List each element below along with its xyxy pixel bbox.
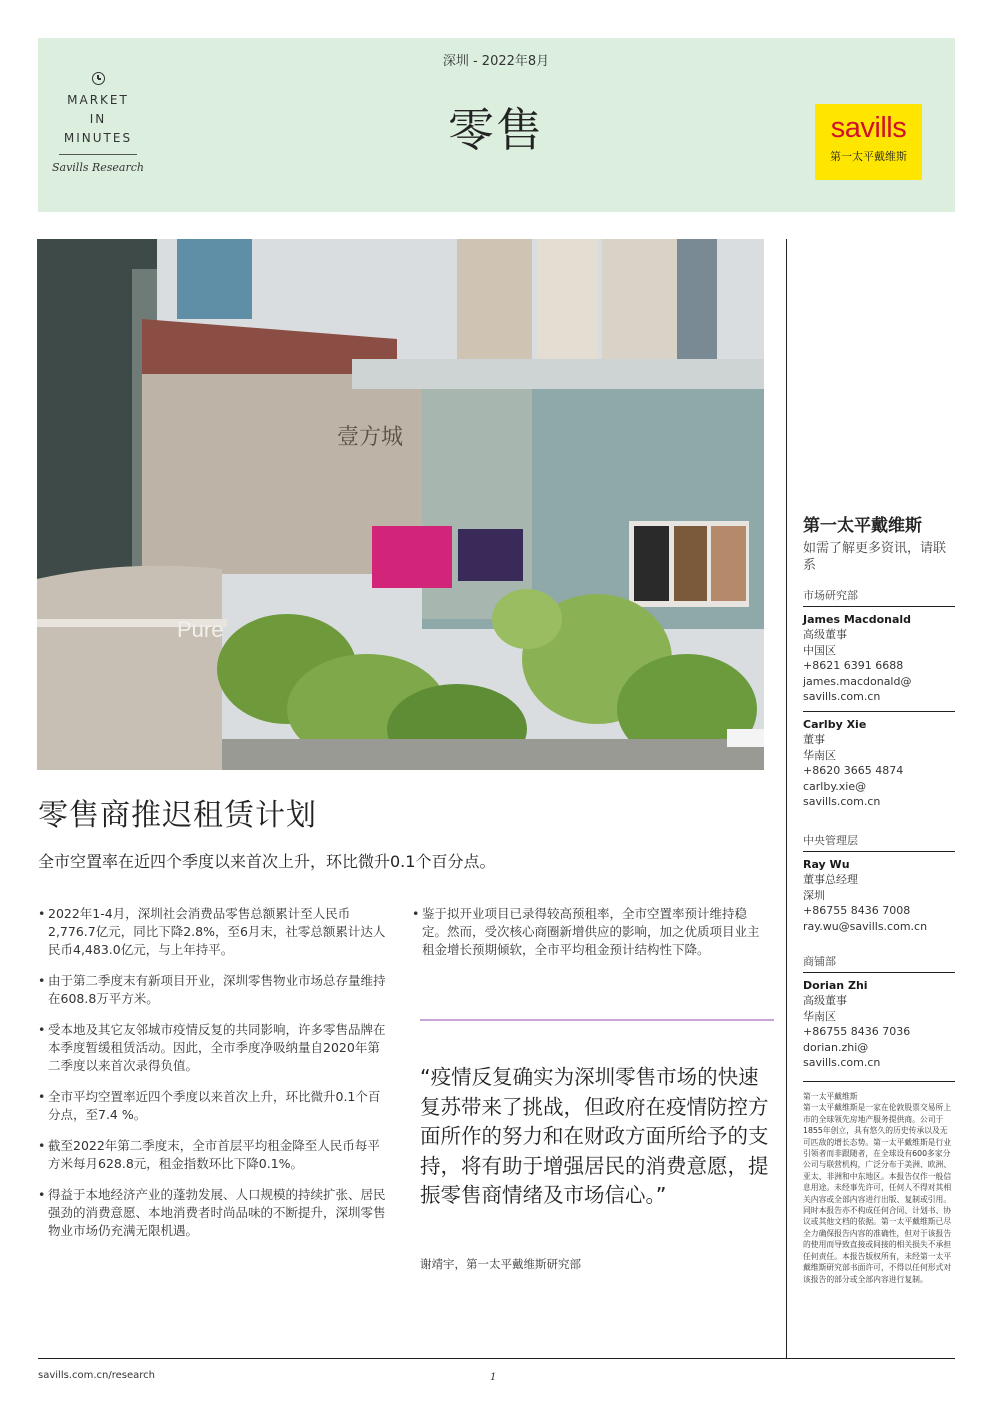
quote-divider bbox=[420, 1019, 774, 1021]
key-points-left bbox=[38, 905, 390, 1253]
series-word-1: MARKET bbox=[67, 93, 129, 107]
contact-title: 高级董事 bbox=[803, 994, 847, 1008]
contact-email[interactable]: james.macdonald@ bbox=[803, 674, 912, 688]
mall-sign: 壹方城 bbox=[337, 425, 404, 450]
shopping-mall-photo bbox=[37, 239, 764, 770]
contact-name: Dorian Zhi bbox=[803, 979, 868, 992]
contact-email[interactable]: dorian.zhi@ bbox=[803, 1040, 869, 1054]
contact-rule bbox=[803, 711, 955, 712]
contact-name: James Macdonald bbox=[803, 613, 912, 626]
series-word-2: IN bbox=[89, 112, 107, 126]
contact-phone: +8621 6391 6688 bbox=[803, 659, 904, 673]
contact-title: 高级董事 bbox=[803, 628, 847, 642]
contact-name: Carlby Xie bbox=[803, 718, 867, 731]
disclaimer-text: 第一太平戴维斯是一家在伦敦股票交易所上市的全球领先房地产服务提供商。公司于1855年创立，具有悠久的历史传承以及无可匹敌的增长态势。第一太平戴维斯是行业引领者而非跟随者，在全球设有600多家分公司与联营机构，广泛分布于美洲、欧洲、亚太、非洲和中东地区。本报告仅作一般信息用途。未经事先许可，任何人不得对其相关内容或全部内容进行出版、复制或引用。同时本报告亦不构成任何合同、计划书、协议或其他文档的依据。第一太平戴维斯已尽全力确保报告内容的准确性，但对于该报告的使用而导致直接或间接的相关损失不承担任何责任。本报告版权所有，未经第一太平戴维斯研究部书面许可，不得以任何形式对该报告的部分或全部内容进行复制。 bbox=[803, 1103, 952, 1284]
contact-email-domain[interactable]: savills.com.cn bbox=[803, 690, 881, 704]
report-title: 零售 bbox=[448, 103, 544, 157]
pull-quote: “疫情反复确实为深圳零售市场的快速复苏带来了挑战，但政府在疫情防控方面所作的努力和在财政方面所给予的支持，将有助于增强居民的消费意愿，提振零售商情绪及市场信心。” bbox=[420, 1065, 769, 1207]
contact-card bbox=[803, 857, 955, 934]
contact-card bbox=[803, 612, 955, 704]
footer-url[interactable]: savills.com.cn/research bbox=[38, 1370, 155, 1381]
dept-management: 中央管理层 bbox=[803, 834, 858, 847]
dept-rule bbox=[803, 606, 955, 607]
dept-research: 市场研究部 bbox=[803, 589, 858, 602]
contact-title: 董事总经理 bbox=[803, 873, 858, 887]
contact-email-domain[interactable]: savills.com.cn bbox=[803, 1056, 881, 1070]
dept-retail: 商铺部 bbox=[803, 955, 836, 968]
savills-logo bbox=[815, 104, 922, 180]
contact-title: 董事 bbox=[803, 733, 825, 747]
contact-region: 中国区 bbox=[803, 643, 836, 657]
bullet-item: • 截至2022年第二季度末，全市首层平均租金降至人民币每平方米每月628.8元，租金指数环比下降0.1%。 bbox=[38, 1137, 390, 1173]
article-headline: 零售商推迟租赁计划 bbox=[38, 798, 317, 833]
bullet-item: • 得益于本地经济产业的蓬勃发展、人口规模的持续扩张、居民强劲的消费意愿、本地消费者时尚品味的不断提升，深圳零售物业市场仍充满无限机遇。 bbox=[38, 1186, 390, 1240]
disclaimer-title: 第一太平戴维斯 bbox=[803, 1092, 858, 1101]
store-sign: Pure bbox=[177, 617, 224, 642]
footer-rule bbox=[38, 1358, 955, 1359]
page-number: 1 bbox=[490, 1372, 497, 1383]
contact-phone: +86755 8436 7036 bbox=[803, 1025, 911, 1039]
disclaimer-rule bbox=[803, 1081, 955, 1082]
contact-email-domain[interactable]: savills.com.cn bbox=[803, 795, 881, 809]
disclaimer bbox=[803, 1091, 955, 1285]
quote-attribution: 谢靖宇，第一太平戴维斯研究部 bbox=[420, 1257, 581, 1271]
hero-photo bbox=[37, 239, 764, 770]
clock-icon bbox=[92, 72, 105, 85]
sidebar-title: 第一太平戴维斯 bbox=[803, 516, 922, 536]
bullet-item: • 全市平均空置率近四个季度以来首次上升，环比微升0.1个百分点，至7.4 %。 bbox=[38, 1088, 390, 1124]
report-date: 深圳 - 2022年8月 bbox=[442, 54, 550, 69]
contact-card bbox=[803, 717, 955, 809]
contact-email[interactable]: ray.wu@savills.com.cn bbox=[803, 919, 928, 933]
contact-phone: +86755 8436 7008 bbox=[803, 904, 911, 918]
contact-region: 华南区 bbox=[803, 748, 836, 762]
bullet-item: • 2022年1-4月，深圳社会消费品零售总额累计至人民币2,776.7亿元，同比下降2.8%，至6月末，社零总额累计达人民币4,483.0亿元，与上年持平。 bbox=[38, 905, 390, 959]
bullet-item: • 受本地及其它友邻城市疫情反复的共同影响，许多零售品牌在本季度暂缓租赁活动。因此，全市季度净吸纳量自2020年第二季度以来首次录得负值。 bbox=[38, 1021, 390, 1075]
bullet-item: • 由于第二季度末有新项目开业，深圳零售物业市场总存量维持在608.8万平方米。 bbox=[38, 972, 390, 1008]
contact-card bbox=[803, 978, 955, 1070]
sidebar-divider bbox=[786, 239, 787, 1359]
article-subheadline: 全市空置率在近四个季度以来首次上升，环比微升0.1个百分点。 bbox=[38, 852, 496, 871]
contact-region: 深圳 bbox=[803, 888, 825, 902]
contact-region: 华南区 bbox=[803, 1009, 836, 1023]
contact-email[interactable]: carlby.xie@ bbox=[803, 779, 867, 793]
sidebar-intro: 如需了解更多资讯，请联系 bbox=[803, 541, 947, 573]
dept-rule bbox=[803, 972, 955, 973]
series-research: Savills Research bbox=[51, 161, 144, 174]
bullet-item: • 鉴于拟开业项目已录得较高预租率，全市空置率预计维持稳定。然而，受次核心商圈新增供应的影响，加之优质项目业主租金增长预期倾软，全市平均租金预计结构性下降。 bbox=[412, 905, 764, 959]
contact-phone: +8620 3665 4874 bbox=[803, 764, 904, 778]
contact-name: Ray Wu bbox=[803, 858, 850, 871]
dept-rule bbox=[803, 851, 955, 852]
key-points-right bbox=[412, 905, 764, 972]
logo-sub: 第一太平戴维斯 bbox=[830, 150, 907, 163]
series-word-3: MINUTES bbox=[63, 131, 133, 145]
logo-brand: savills bbox=[830, 112, 907, 144]
